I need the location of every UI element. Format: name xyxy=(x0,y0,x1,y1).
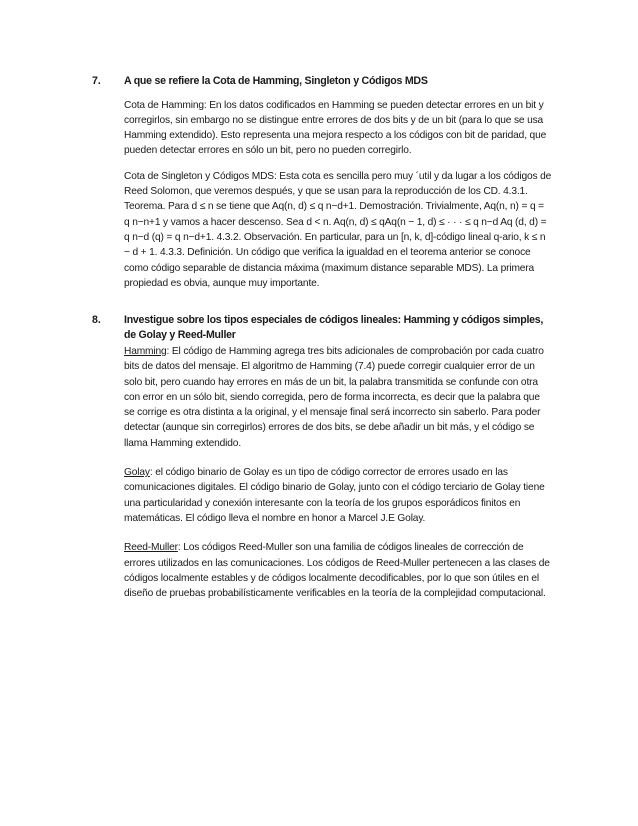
question-8 xyxy=(92,313,552,612)
term-reed-muller: Reed-Muller xyxy=(124,542,178,554)
reed-muller-code-paragraph xyxy=(124,540,552,601)
question-7-heading xyxy=(92,74,552,89)
golay-code-paragraph xyxy=(124,465,552,526)
hamming-bound-paragraph: Cota de Hamming: En los datos codificados en Hamming se pueden detectar errores en un bit y corregirlos, sin embargo no se distingue entre errores de dos bits y de un bit (para lo que se usa Hamming extendido). Esto representa una mejora respecto a los códigos con bit de paridad, que pueden detectar errores en sólo un bit, pero no pueden corregirlo. xyxy=(124,99,547,157)
question-title: A que se refiere la Cota de Hamming, Singleton y Códigos MDS xyxy=(124,75,428,87)
singleton-bound-paragraph: Cota de Singleton y Códigos MDS: Esta cota es sencilla pero muy ´util y da lugar a los códigos de Reed Solomon, que veremos después, y que se usan para la reproducción de los CD. 4.3.1. Teorema. Para d ≤ n se tiene que Aq(n, d) ≤ q n−d+1. Demostración. Trivialmente, Aq(n, n) = q = q n−n+1 y vamos a hacer descenso. Sea d < n. Aq(n, d) ≤ qAq(n − 1, d) ≤ · · · ≤ q n−d Aq (d, d) = q n−d (q) = q n−d+1. 4.3.2. Observación. En particular, para un [n, k, d]-código lineal q-ario, k ≤ n − d + 1. 4.3.3. Definición. Un código que verifica la igualdad en el teorema anterior se conoce como código separable de distancia máxima (maximum distance separable MDS). La primera propiedad es obvia, aunque muy importante. xyxy=(124,170,552,289)
hamming-code-paragraph xyxy=(124,344,552,451)
question-7 xyxy=(92,74,552,301)
question-8-heading xyxy=(92,313,552,342)
hamming-description: : El código de Hamming agrega tres bits adicionales de comprobación por cada cuatro bits de datos del mensaje. El algoritmo de Hamming (7.4) puede corregir cualquier error de un solo bit, pero cuando hay errores en más de un bit, la palabra transmitida se confunde con otra con error en un sólo bit, siendo corregida, pero de forma incorrecta, es decir que la palabra que se corrige es otra distinta a la original, y el mensaje final será incorrecto sin saberlo. Para poder detectar (aunque sin corregirlos) errores de dos bits, se debe añadir un bit más, y el código se llama Hamming extendido. xyxy=(124,346,544,449)
question-number: 7. xyxy=(92,75,101,87)
question-title: Investigue sobre los tipos especiales de códigos lineales: Hamming y códigos simples, de Golay y Reed-Muller xyxy=(124,314,544,341)
golay-description: : el código binario de Golay es un tipo de código corrector de errores usado en las comunicaciones digitales. El código binario de Golay, junto con el código terciario de Golay tiene una particularidad y conexión interesante con la teoría de los grupos esporádicos finitos en matemáticas. El código lleva el nombre en honor a Marcel J.E Golay. xyxy=(124,467,545,524)
question-number: 8. xyxy=(92,314,101,326)
term-golay: Golay xyxy=(124,467,150,479)
term-hamming: Hamming xyxy=(124,346,167,357)
reed-muller-description: : Los códigos Reed-Muller son una familia de códigos lineales de corrección de errores utilizados en las comunicaciones. Los códigos de Reed-Muller pertenecen a las clases de códigos localmente estables y de códigos localmente decodificables, por lo que son útiles en el diseño de pruebas probabilísticamente verificables en la teoría de la complejidad computacional. xyxy=(124,542,550,600)
